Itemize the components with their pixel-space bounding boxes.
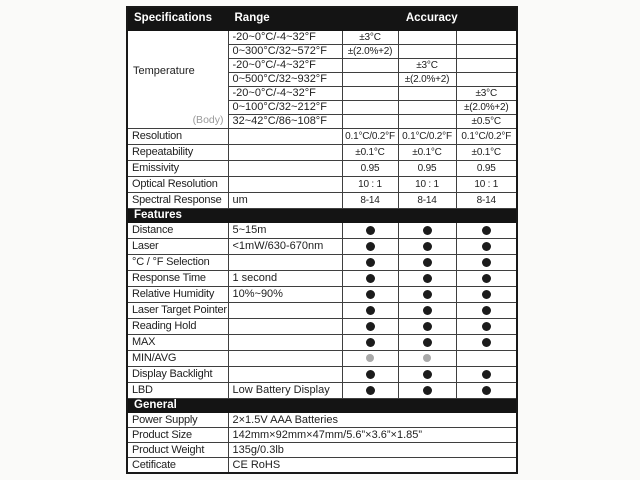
feature-dot-cell [398,223,456,239]
temperature-accuracy-cell [398,115,456,129]
feature-dot-cell [456,335,517,351]
features-title: Features [127,209,517,223]
general-label-cell: Power Supply [127,413,228,428]
feature-dot-icon [366,322,375,331]
feature-dot-cell [342,239,398,255]
general-row [127,458,517,474]
feature-dot-cell [398,303,456,319]
feature-dot-cell [398,271,456,287]
features-header-row [127,209,517,223]
general-value-cell: 135g/0.3lb [228,443,517,458]
feature-dot-cell [342,351,398,367]
feature-label-cell: Distance [127,223,228,239]
feature-label-cell: LBD [127,383,228,399]
feature-label-cell: Laser [127,239,228,255]
feature-dot-cell [398,335,456,351]
feature-dot-cell [456,319,517,335]
temperature-row [127,31,517,45]
spec-value-cell: ±0.1°C [398,145,456,161]
feature-dot-icon [423,322,432,331]
temperature-accuracy-cell [342,87,398,101]
temperature-accuracy-cell [456,31,517,45]
feature-dot-cell [342,271,398,287]
feature-row [127,335,517,351]
temperature-accuracy-cell [398,31,456,45]
feature-dot-icon [366,370,375,379]
spec-value-cell: 10 : 1 [342,177,398,193]
spec-value-cell: 0.1°C/0.2°F [342,129,398,145]
feature-range-cell: Low Battery Display [228,383,342,399]
feature-dot-icon [423,258,432,267]
feature-dot-icon [366,290,375,299]
feature-dot-icon [423,338,432,347]
temperature-accuracy-cell [398,45,456,59]
feature-label-cell: MIN/AVG [127,351,228,367]
feature-dot-icon [423,290,432,299]
feature-dot-icon [423,274,432,283]
feature-range-cell [228,335,342,351]
feature-dot-cell [398,239,456,255]
temperature-range-cell: 0~300°C/32~572°F [228,45,342,59]
feature-dot-icon [366,226,375,235]
feature-dot-cell [456,303,517,319]
feature-dot-cell [456,351,517,367]
feature-dot-cell [456,223,517,239]
temperature-accuracy-cell [342,73,398,87]
spec-value-cell: 8-14 [398,193,456,209]
temperature-accuracy-cell: ±(2.0%+2) [398,73,456,87]
spec-row [127,193,517,209]
feature-dot-icon [482,290,491,299]
feature-dot-icon [482,386,491,395]
feature-label-cell: Laser Target Pointer [127,303,228,319]
feature-dot-cell [342,383,398,399]
spec-row [127,129,517,145]
feature-label-cell: Reading Hold [127,319,228,335]
temperature-accuracy-cell [398,87,456,101]
feature-dot-icon [482,370,491,379]
temperature-accuracy-cell: ±3°C [398,59,456,73]
feature-row [127,367,517,383]
temperature-range-cell: 32~42°C/86~108°F [228,115,342,129]
feature-dot-cell [342,303,398,319]
spec-value-cell: 10 : 1 [398,177,456,193]
temperature-range-cell: -20~0°C/-4~32°F [228,31,342,45]
feature-dot-icon [482,338,491,347]
feature-label-cell: °C / °F Selection [127,255,228,271]
feature-dot-icon [423,226,432,235]
feature-dot-gray-icon [366,354,374,362]
feature-dot-icon [366,386,375,395]
general-row [127,443,517,458]
spec-range-cell: um [228,193,342,209]
general-row [127,413,517,428]
spec-value-cell: 0.95 [398,161,456,177]
feature-dot-cell [342,335,398,351]
temperature-accuracy-cell [342,59,398,73]
feature-dot-icon [366,306,375,315]
feature-dot-cell [456,287,517,303]
temperature-accuracy-cell [398,101,456,115]
temperature-range-cell: 0~100°C/32~212°F [228,101,342,115]
feature-range-cell [228,303,342,319]
general-title: General [127,399,517,413]
spec-value-cell: 10 : 1 [456,177,517,193]
feature-range-cell [228,255,342,271]
feature-row [127,271,517,287]
spec-value-cell: 0.95 [456,161,517,177]
spec-label-cell: Optical Resolution [127,177,228,193]
feature-dot-gray-icon [423,354,431,362]
feature-dot-icon [423,386,432,395]
feature-dot-cell [456,255,517,271]
temperature-accuracy-cell: ±3°C [342,31,398,45]
temperature-accuracy-cell [456,59,517,73]
temperature-label-cell [127,31,228,129]
temperature-accuracy-cell: ±0.5°C [456,115,517,129]
spec-row [127,145,517,161]
feature-range-cell [228,351,342,367]
feature-row [127,303,517,319]
feature-row [127,351,517,367]
feature-row [127,319,517,335]
general-label-cell: Cetificate [127,458,228,474]
spec-table-body [127,7,517,473]
spec-value-cell: 8-14 [456,193,517,209]
feature-dot-icon [366,242,375,251]
spec-range-cell [228,129,342,145]
feature-row [127,239,517,255]
feature-dot-cell [398,383,456,399]
feature-dot-cell [456,239,517,255]
spec-label-cell: Spectral Response [127,193,228,209]
feature-dot-icon [482,322,491,331]
general-value-cell: 142mm×92mm×47mm/5.6”×3.6”×1.85” [228,428,517,443]
temperature-accuracy-cell: ±(2.0%+2) [342,45,398,59]
feature-dot-cell [342,255,398,271]
feature-label-cell: Relative Humidity [127,287,228,303]
temperature-accuracy-cell [342,115,398,129]
spec-value-cell: 0.1°C/0.2°F [456,129,517,145]
feature-label-cell: MAX [127,335,228,351]
feature-dot-icon [482,274,491,283]
header-specifications: Specifications [127,7,228,31]
feature-range-cell: 10%~90% [228,287,342,303]
feature-dot-icon [423,370,432,379]
feature-dot-cell [456,383,517,399]
feature-range-cell: 5~15m [228,223,342,239]
general-row [127,428,517,443]
header-accuracy: Accuracy [342,7,517,31]
temperature-range-cell: -20~0°C/-4~32°F [228,59,342,73]
feature-dot-cell [456,367,517,383]
spec-value-cell: 8-14 [342,193,398,209]
feature-label-cell: Response Time [127,271,228,287]
feature-dot-icon [366,338,375,347]
spec-label-cell: Repeatability [127,145,228,161]
feature-row [127,383,517,399]
feature-dot-icon [482,258,491,267]
spec-label-cell: Resolution [127,129,228,145]
temperature-range-cell: -20~0°C/-4~32°F [228,87,342,101]
specifications-table [126,6,518,474]
spec-label-cell: Emissivity [127,161,228,177]
temperature-accuracy-cell [456,45,517,59]
temperature-body-label: (Body) [192,113,224,126]
header-range: Range [228,7,342,31]
general-value-cell: 2×1.5V AAA Batteries [228,413,517,428]
feature-range-cell [228,319,342,335]
spec-range-cell [228,177,342,193]
spec-value-cell: ±0.1°C [342,145,398,161]
table-header-row [127,7,517,31]
general-label-cell: Product Size [127,428,228,443]
feature-dot-cell [398,287,456,303]
spec-value-cell: 0.1°C/0.2°F [398,129,456,145]
temperature-accuracy-cell: ±(2.0%+2) [456,101,517,115]
feature-dot-icon [482,242,491,251]
feature-dot-cell [342,287,398,303]
feature-row [127,287,517,303]
general-label-cell: Product Weight [127,443,228,458]
feature-dot-cell [342,319,398,335]
temperature-label: Temperature [133,64,195,77]
spec-row [127,177,517,193]
feature-dot-cell [342,367,398,383]
general-value-cell: CE RoHS [228,458,517,474]
spec-range-cell [228,145,342,161]
temperature-accuracy-cell: ±3°C [456,87,517,101]
spec-row [127,161,517,177]
feature-row [127,255,517,271]
feature-label-cell: Display Backlight [127,367,228,383]
feature-dot-icon [366,258,375,267]
spec-range-cell [228,161,342,177]
temperature-accuracy-cell [456,73,517,87]
feature-range-cell: <1mW/630-670nm [228,239,342,255]
temperature-accuracy-cell [342,101,398,115]
feature-dot-icon [482,226,491,235]
feature-range-cell [228,367,342,383]
feature-row [127,223,517,239]
spec-value-cell: ±0.1°C [456,145,517,161]
general-header-row [127,399,517,413]
spec-value-cell: 0.95 [342,161,398,177]
feature-dot-cell [456,271,517,287]
feature-dot-cell [398,255,456,271]
feature-dot-cell [398,351,456,367]
feature-dot-icon [423,242,432,251]
feature-dot-cell [398,319,456,335]
feature-dot-icon [482,306,491,315]
feature-dot-icon [423,306,432,315]
temperature-range-cell: 0~500°C/32~932°F [228,73,342,87]
feature-dot-icon [366,274,375,283]
feature-dot-cell [398,367,456,383]
feature-dot-cell [342,223,398,239]
feature-range-cell: 1 second [228,271,342,287]
